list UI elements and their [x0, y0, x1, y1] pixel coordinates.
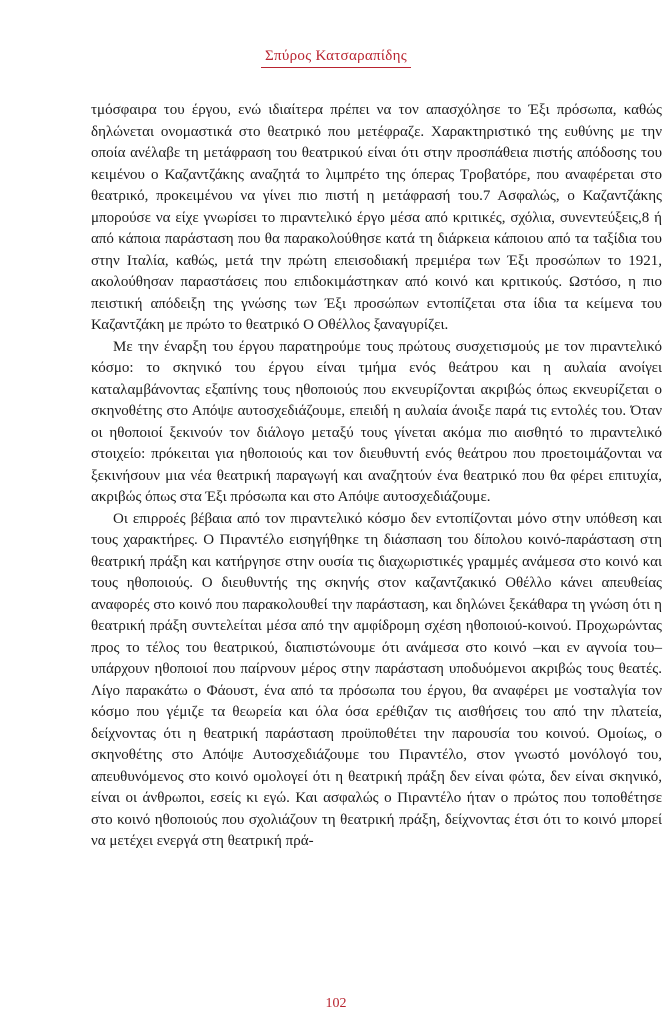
running-title: Σπύρος Κατσαραπίδης — [261, 48, 411, 68]
paragraph-1: τμόσφαιρα του έργου, ενώ ιδιαίτερα πρέπει να τον απασχόλησε το Έξι πρόσωπα, καθώς δηλώνεται ονομαστικά στο θεατρικό που μετέφραζε. Χαρακτηριστικό της ευθύνης με την οποία ανέλαβε τη μετάφραση του θεατρικού είναι ότι στην προσπάθεια πιστής απόδοσης του κειμένου ο Καζαντζάκης αναζητά το λιμπρέτο της όπερας Τροβατόρε, που αναφέρεται στο θεατρικό, προκειμένου να γίνει πιο πιστή η μετάφρασή του.7 Ασφαλώς, ο Καζαντζάκης μπορούσε να είχε γνωρίσει το πιραντελικό έργο μέσα από κριτικές, σχόλια, συνεντεύξεις,8 ή από κάποια παράσταση που θα παρακολούθησε κατά τη διάρκεια κάποιου από τα ταξίδια του στην Ιταλία, καθώς, μετά την πρώτη επεισοδιακή πρεμιέρα των Έξι προσώπων το 1921, ακολούθησαν παραστάσεις που επιδοκιμάστηκαν από κοινό και κριτικούς. Ωστόσο, η πιο πειστική απόδειξη της γνώσης των Έξι προσώπων εντοπίζεται στα ίδια τα κείμενα του Καζαντζάκη με πρώτο το θεατρικό Ο Οθέλλος ξαναγυρίζει. — [91, 102, 662, 333]
paragraph-2: Με την έναρξη του έργου παρατηρούμε τους πρώτους συσχετισμούς με τον πιραντελικό κόσμο: το σκηνικό του έργου είναι τμήμα ενός θεάτρου και η αυλαία ανοίγει καταλαμβάνοντας εξαπίνης τους ηθοποιούς που εκνευρίζονται ακριβώς όπως εκνευρίζεται ο σκηνοθέτης στο Απόψε αυτοσχεδιάζουμε, επειδή η αυλαία άνοιξε παρά τις εντολές του. Όταν οι ηθοποιοί ξεκινούν τον διάλογο μεταξύ τους γίνεται ακόμα πιο αισθητό το πιραντελικό στοιχείο: πρόκειται για ηθοποιούς και τον διευθυντή ενός θεάτρου που προετοιμάζονται να ξεκινήσουν μια νέα θεατρική παραγωγή και αναζητούν ένα θεατρικό που θα φέρει επιτυχία, ακριβώς όπως στα Έξι πρόσωπα και στο Απόψε αυτοσχεδιάζουμε. — [91, 338, 662, 505]
body-text — [91, 100, 662, 853]
running-head — [0, 48, 672, 68]
page-number: 102 — [325, 996, 347, 1011]
paragraph-3: Οι επιρροές βέβαια από τον πιραντελικό κόσμο δεν εντοπίζονται μόνο στην υπόθεση και τους χαρακτήρες. Ο Πιραντέλο εισηγήθηκε τη διάσπαση του δίπολου κοινό-παράσταση στη θεατρική πράξη και κατήργησε στην ουσία τις διαχωριστικές γραμμές ανάμεσα στο κοινό και τους ηθοποιούς. Ο διευθυντής της σκηνής στον καζαντζακικό Οθέλλο κάνει απευθείας αναφορές στο κοινό που παρακολουθεί την παράσταση, και δηλώνει ξεκάθαρα τη γνώση ότι η θεατρική πράξη συντελείται μέσα από την αμφίδρομη σχέση ηθοποιού-κοινού. Προχωρώντας προς το τέλος του θεατρικού, διαπιστώνουμε ότι ανάμεσα στο κοινό –και εν αγνοία του– υπάρχουν ηθοποιοί που παίρνουν μέρος στην παράσταση υποδυόμενοι ακριβώς τους θεατές. Λίγο παρακάτω ο Φάουστ, ένα από τα πρόσωπα του έργου, θα αναφέρει με νοσταλγία τον κόσμο που γέμιζε τα θεωρεία και όλα όσα ερέθιζαν τις αισθήσεις του από την πλατεία, δείχνοντας ότι η θεατρική παράσταση προϋποθέτει την παρουσία του κοινού. Ομοίως, ο σκηνοθέτης στο Απόψε Αυτοσχεδιάζουμε του Πιραντέλο, στον γνωστό μονόλογό του, απευθυνόμενος στο κοινό ομολογεί ότι η θεατρική πράξη δεν είναι φώτα, δεν είναι σκηνικό, είναι οι άνθρωποι, εσείς κι εγώ. Και ασφαλώς ο Πιραντέλο ήταν ο πρώτος που τοποθέτησε στο κοινό ηθοποιούς που σχολιάζουν τη θεατρική πράξη, δείχνοντας έτσι ότι το κοινό μπορεί να μετέχει ενεργά στη θεατρική πρά- — [91, 510, 662, 849]
